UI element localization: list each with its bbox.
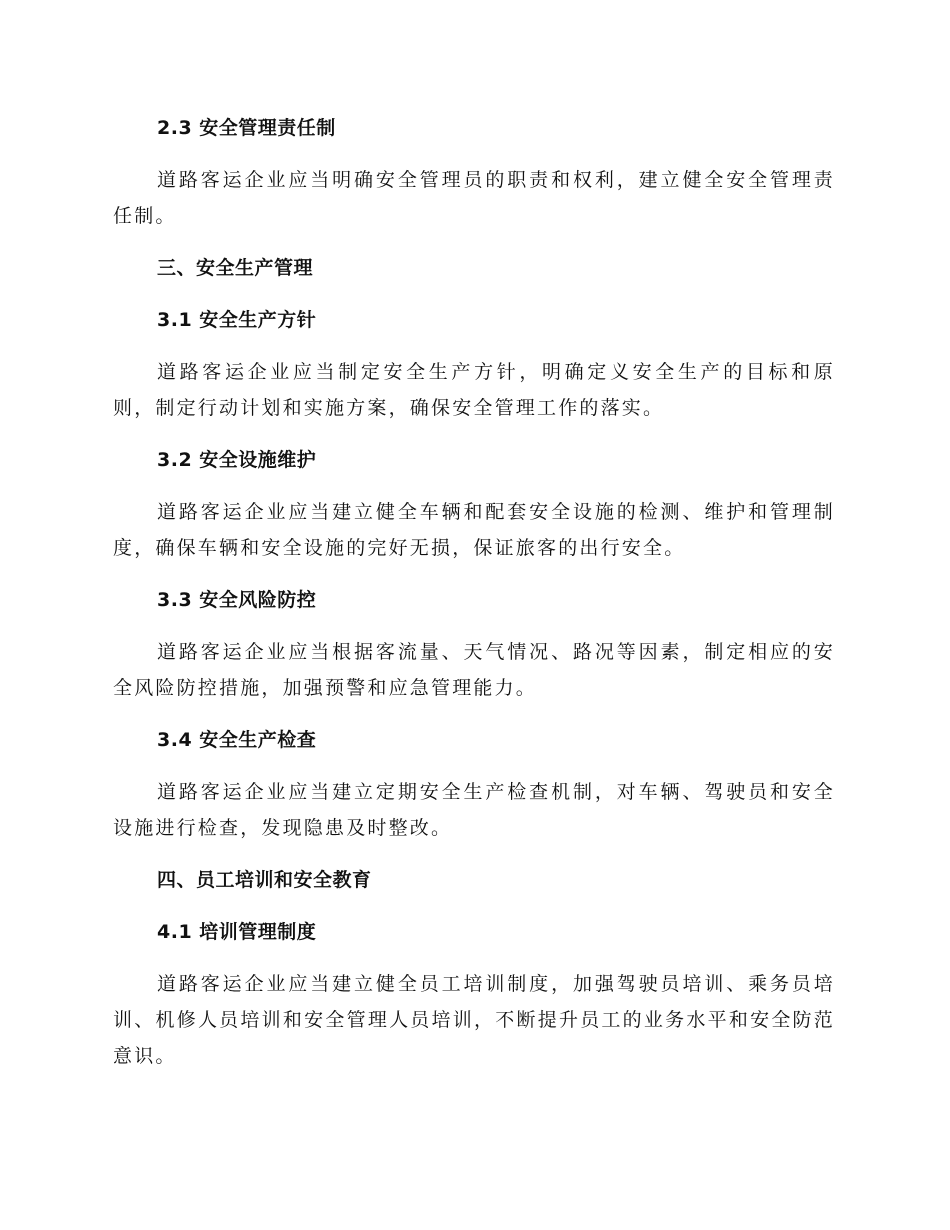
paragraph-3-3: 道路客运企业应当根据客流量、天气情况、路况等因素，制定相应的安全风险防控措施，加强预警和应急管理能力。 <box>113 641 835 699</box>
chapter-heading-4: 四、员工培训和安全教育 <box>157 869 372 891</box>
paragraph-3-1: 道路客运企业应当制定安全生产方针，明确定义安全生产的目标和原则，制定行动计划和实施方案，确保安全管理工作的落实。 <box>113 361 835 419</box>
chapter-heading-3: 三、安全生产管理 <box>157 257 314 279</box>
section-heading-4-1: 4.1 培训管理制度 <box>157 921 317 943</box>
document-body <box>113 110 835 1090</box>
paragraph-3-2: 道路客运企业应当建立健全车辆和配套安全设施的检测、维护和管理制度，确保车辆和安全设施的完好无损，保证旅客的出行安全。 <box>113 501 835 559</box>
section-heading-3-3: 3.3 安全风险防控 <box>157 589 317 611</box>
section-heading-3-1: 3.1 安全生产方针 <box>157 309 317 331</box>
section-heading-3-2: 3.2 安全设施维护 <box>157 449 317 471</box>
paragraph-2-3: 道路客运企业应当明确安全管理员的职责和权利，建立健全安全管理责任制。 <box>113 169 835 227</box>
section-heading-2-3: 2.3 安全管理责任制 <box>157 117 336 139</box>
paragraph-4-1: 道路客运企业应当建立健全员工培训制度，加强驾驶员培训、乘务员培训、机修人员培训和安全管理人员培训，不断提升员工的业务水平和安全防范意识。 <box>113 973 835 1067</box>
section-heading-3-4: 3.4 安全生产检查 <box>157 729 317 751</box>
paragraph-3-4: 道路客运企业应当建立定期安全生产检查机制，对车辆、驾驶员和安全设施进行检查，发现隐患及时整改。 <box>113 781 835 839</box>
